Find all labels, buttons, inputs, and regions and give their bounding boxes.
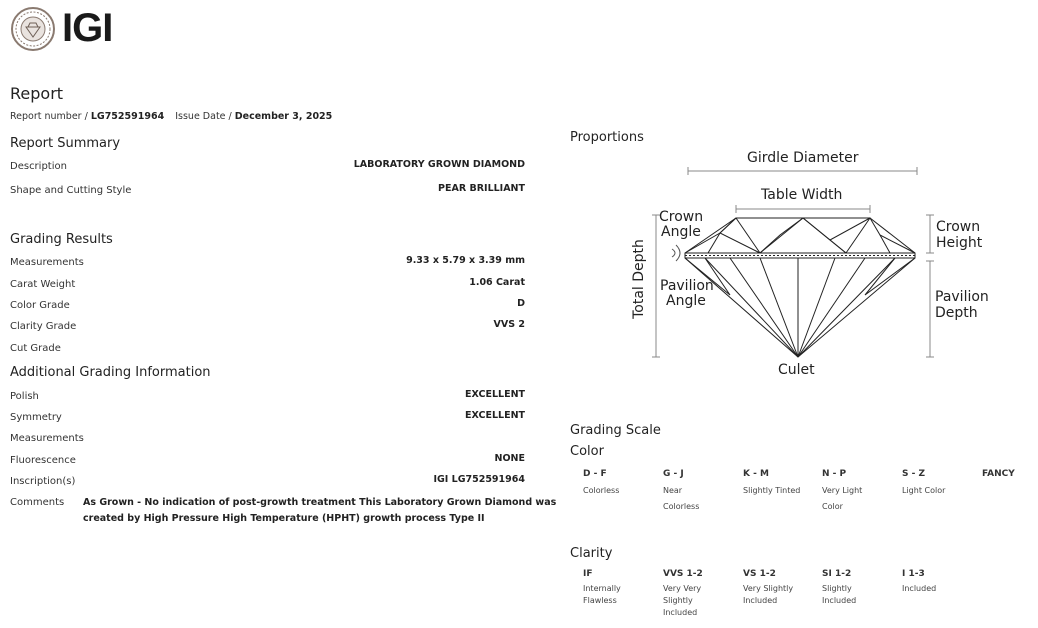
color-scale-desc (663, 483, 699, 515)
comments-text (83, 495, 556, 527)
pavilion-angle-line-1: Pavilion (660, 278, 714, 294)
clarity-scale-desc (663, 583, 701, 619)
crown-height-label (936, 219, 982, 251)
culet-label: Culet (778, 362, 815, 378)
crown-angle-line-2: Angle (661, 224, 701, 240)
color-scale-desc-line: Color (822, 502, 843, 511)
comments-line-1: As Grown - No indication of post-growth treatment This Laboratory Grown Diamond was (83, 497, 557, 508)
crown-height-line-1: Crown (936, 219, 981, 235)
clarity-desc-line: Flawless (583, 596, 617, 605)
diamond-profile (685, 218, 915, 357)
color-scale-desc (822, 483, 862, 515)
grading-scale-heading: Grading Scale (570, 423, 661, 438)
description-label: Description (10, 161, 67, 172)
symmetry-value: EXCELLENT (465, 410, 525, 421)
polish-label: Polish (10, 391, 39, 402)
pavilion-depth-label (935, 289, 989, 321)
seal-icon (10, 6, 56, 52)
clarity-scale-code: VVS 1-2 (663, 569, 703, 579)
table-width-label: Table Width (761, 187, 843, 203)
report-number-label: Report number / (10, 111, 91, 122)
clarity-desc-line: Slightly (663, 596, 693, 605)
clarity-scale-code: IF (583, 569, 593, 579)
color-scale-desc-line: Light Color (902, 486, 946, 495)
inscription-value: IGI LG752591964 (433, 474, 525, 485)
report-number: LG752591964 (90, 111, 165, 122)
color-scale-code: G - J (663, 469, 684, 479)
clarity-desc-line: Included (902, 584, 937, 593)
fluorescence-label: Fluorescence (10, 455, 76, 466)
pavilion-depth-line-2: Depth (935, 305, 978, 321)
proportions-heading: Proportions (570, 130, 644, 145)
color-scale-code: K - M (743, 469, 769, 479)
color-scale-code: D - F (583, 469, 607, 479)
color-scale-desc-line: Near (663, 486, 683, 495)
shape-label: Shape and Cutting Style (10, 185, 132, 196)
color-scale-desc (743, 483, 800, 499)
symmetry-label: Symmetry (10, 412, 62, 423)
crown-angle-line-1: Crown (659, 209, 704, 225)
polish-value: EXCELLENT (465, 389, 525, 400)
color-scale-desc-line: Colorless (663, 502, 700, 511)
description-value: LABORATORY GROWN DIAMOND (353, 159, 525, 170)
carat-label: Carat Weight (10, 279, 76, 290)
cut-grade-label: Cut Grade (10, 343, 61, 354)
clarity-desc-line: Included (663, 608, 698, 617)
clarity-desc-line: Very Slightly (743, 584, 794, 593)
comments-line-2: created by High Pressure High Temperature (HPHT) growth process Type II (83, 513, 485, 524)
clarity-scale-desc (743, 583, 793, 607)
shape-value: PEAR BRILLIANT (438, 183, 525, 194)
grading-results-heading: Grading Results (10, 232, 113, 247)
color-scale-code: FANCY (982, 469, 1015, 479)
clarity-scale-code: I 1-3 (902, 569, 925, 579)
clarity-desc-line: Internally (583, 584, 621, 593)
total-depth-label: Total Depth (631, 239, 647, 319)
color-scale-desc (902, 483, 945, 499)
measurements-value: 9.33 x 5.79 x 3.39 mm (406, 255, 525, 266)
comments-label: Comments (10, 497, 65, 508)
color-grade-label: Color Grade (10, 300, 70, 311)
brand-name: IGI (62, 6, 113, 50)
clarity-desc-line: Included (743, 596, 778, 605)
clarity-scale-heading: Clarity (570, 546, 613, 561)
clarity-scale-code: SI 1-2 (822, 569, 852, 579)
clarity-scale-code: VS 1-2 (743, 569, 776, 579)
issue-date-label: Issue Date / (175, 111, 235, 122)
report-summary-heading: Report Summary (10, 136, 121, 151)
clarity-scale-desc (583, 583, 621, 607)
color-grade-value: D (517, 298, 525, 309)
clarity-scale-desc (902, 583, 936, 595)
fluorescence-value: NONE (494, 453, 525, 464)
clarity-scale-desc (822, 583, 856, 607)
measurements-label: Measurements (10, 257, 84, 268)
color-scale-desc-line: Very Light (822, 486, 863, 495)
pavilion-depth-line-1: Pavilion (935, 289, 989, 305)
issue-date: December 3, 2025 (234, 111, 333, 122)
clarity-desc-line: Very Very (663, 584, 702, 593)
report-meta (10, 111, 332, 122)
clarity-grade-label: Clarity Grade (10, 321, 77, 332)
color-scale-code: S - Z (902, 469, 926, 479)
inscription-label: Inscription(s) (10, 476, 76, 487)
girdle-diameter-label: Girdle Diameter (747, 150, 859, 166)
clarity-grade-value: VVS 2 (493, 319, 525, 330)
color-scale-desc (583, 483, 619, 499)
crown-angle-label (659, 210, 703, 240)
additional-info-heading: Additional Grading Information (10, 365, 211, 380)
color-scale-code: N - P (822, 469, 847, 479)
clarity-desc-line: Slightly (822, 584, 852, 593)
pavilion-angle-line-2: Angle (666, 293, 706, 309)
carat-value: 1.06 Carat (469, 277, 525, 288)
additional-measurements-label: Measurements (10, 433, 84, 444)
report-title: Report (10, 84, 64, 103)
color-scale-heading: Color (570, 444, 604, 459)
clarity-desc-line: Included (822, 596, 857, 605)
angle-markers (672, 245, 680, 261)
pavilion-angle-label (660, 279, 714, 309)
crown-height-line-2: Height (936, 235, 983, 251)
color-scale-desc-line: Slightly Tinted (743, 486, 801, 495)
color-scale-desc-line: Colorless (583, 486, 620, 495)
